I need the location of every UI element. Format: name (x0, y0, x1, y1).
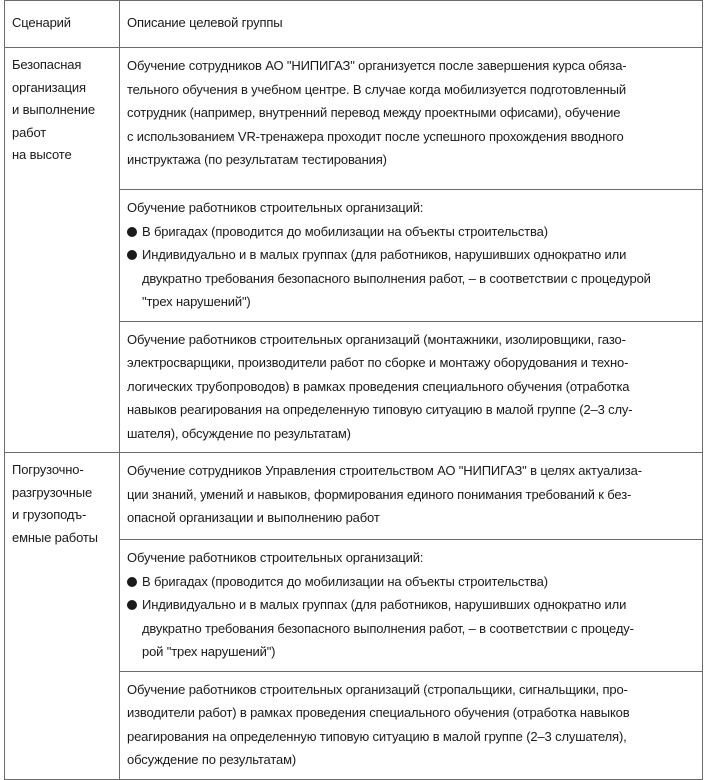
bullet-icon (127, 600, 137, 610)
bullet-icon (127, 227, 137, 237)
scenario-line: Погрузочно- (12, 462, 84, 477)
description-line: логических трубопроводов) в рамках проведения специального обучения (отработка (127, 378, 630, 394)
description-intro: Обучение работников строительных организаций: (127, 550, 424, 565)
scenario-cell-heights (5, 48, 120, 453)
description-line: электросварщики, производители работ по сборке и монтажу оборудования и техно- (127, 355, 629, 370)
description-cell (120, 453, 703, 540)
scenario-line: разгрузочные (12, 484, 93, 500)
description-line: реагирования на определенную типовую ситуацию в малой группе (2–3 слушателя), (127, 728, 627, 744)
description-line: шателя), обсуждение по результатам) (127, 425, 351, 441)
description-line: навыков реагирования на определенную типовую ситуацию в малой группе (2–3 слу- (127, 402, 633, 417)
description-line: с использованием VR-тренажера проходит после успешного прохождения вводного (127, 128, 624, 144)
bullet-icon (127, 577, 137, 587)
scenario-line: Безопасная (12, 57, 82, 72)
description-cell (120, 190, 703, 322)
scenario-cell-lifting (5, 453, 120, 780)
scenario-line: емные работы (12, 529, 98, 545)
description-cell (120, 48, 703, 190)
bullet-line: "трех нарушений") (142, 294, 251, 309)
bullet-line: В бригадах (проводится до мобилизации на объекты строительства) (142, 573, 548, 589)
bullet-list (127, 570, 696, 664)
bullet-line: рой "трех нарушений") (142, 644, 276, 659)
description-line: тельного обучения в учебном центре. В случае когда мобилизуется подготовленный (127, 81, 626, 97)
description-line: Обучение работников строительных организаций (стропальщики, сигнальщики, про- (127, 681, 628, 697)
scenario-line: организация (12, 79, 86, 95)
bullet-line: двукратно требования безопасного выполнения работ, – в соответствии с процедурой (142, 270, 651, 286)
bullet-item (127, 220, 696, 244)
target-group-table (4, 0, 703, 780)
table-row (5, 453, 703, 540)
description-cell (120, 540, 703, 672)
header-description: Описание целевой группы (120, 1, 703, 48)
bullet-item (127, 570, 696, 594)
bullet-item (127, 593, 696, 664)
description-line: ции знаний, умений и навыков, формирования единого понимания требований к без- (127, 486, 632, 502)
description-cell (120, 671, 703, 779)
description-cell (120, 321, 703, 453)
bullet-line: Индивидуально и в малых группах (для работников, нарушивших однократно или (142, 247, 627, 262)
table-row (5, 48, 703, 190)
description-line: опасной организации и выполнению работ (127, 510, 380, 525)
table-header-row (5, 1, 703, 48)
scenario-line: и грузоподъ- (12, 507, 87, 522)
bullet-list (127, 220, 696, 314)
bullet-line: В бригадах (проводится до мобилизации на объекты строительства) (142, 223, 548, 239)
bullet-line: Индивидуально и в малых группах (для работников, нарушивших однократно или (142, 597, 627, 612)
scenario-line: и выполнение (12, 102, 95, 117)
description-line: инструктажа (по результатам тестирования) (127, 152, 387, 167)
description-intro: Обучение работников строительных организаций: (127, 200, 424, 215)
description-line: Обучение сотрудников АО "НИПИГАЗ" организуется после завершения курса обяза- (127, 58, 627, 73)
scenario-line: на высоте (12, 147, 72, 162)
description-line: изводители работ) в рамках проведения специального обучения (отработка навыков (127, 705, 630, 720)
description-line: обсуждение по результатам) (127, 752, 297, 767)
scenario-line: работ (12, 124, 47, 140)
header-scenario: Сценарий (5, 1, 120, 48)
bullet-item (127, 243, 696, 314)
bullet-line: двукратно требования безопасного выполнения работ, – в соответствии с процеду- (142, 620, 634, 636)
bullet-icon (127, 250, 137, 260)
description-line: Обучение сотрудников Управления строительством АО "НИПИГАЗ" в целях актуализа- (127, 463, 642, 478)
description-line: Обучение работников строительных организаций (монтажники, изолировщики, газо- (127, 331, 626, 347)
description-line: сотрудник (например, внутренний перевод между проектными офисами), обучение (127, 105, 621, 120)
